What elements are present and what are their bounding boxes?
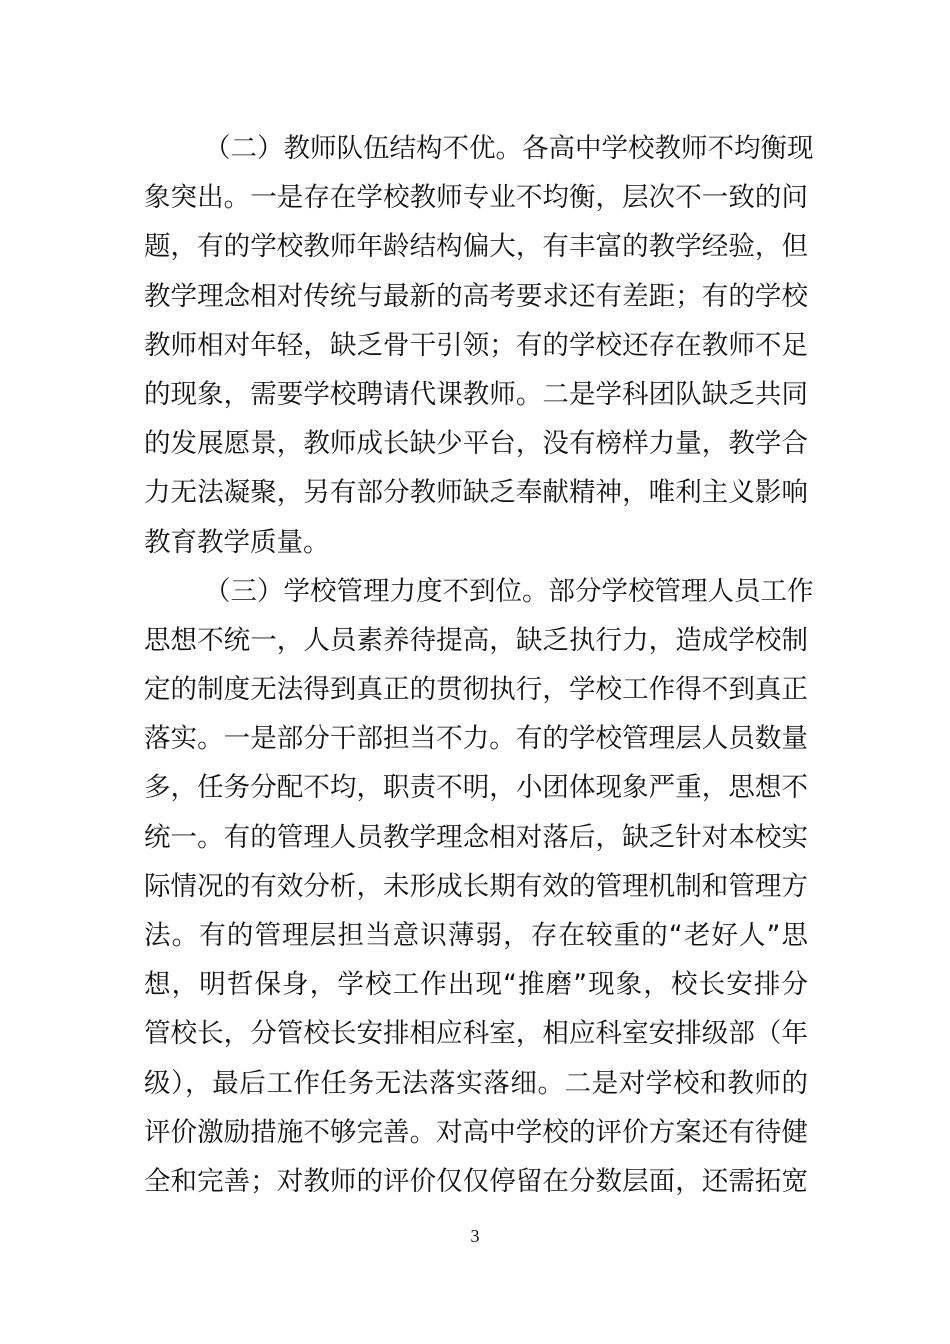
paragraph-line: 题，有的学校教师年龄结构偏大，有丰富的教学经验，但 [144, 231, 808, 263]
paragraph-line: 教师相对年轻，缺乏骨干引领；有的学校还存在教师不足 [144, 329, 808, 361]
paragraph-line: 评价激励措施不够完善。对高中学校的评价方案还有待健 [144, 1116, 808, 1148]
paragraph-line: 教育教学质量。 [144, 526, 330, 558]
body-text [144, 124, 814, 1206]
paragraph-line: 级），最后工作任务无法落实落细。二是对学校和教师的 [144, 1067, 808, 1099]
paragraph-line: 全和完善；对教师的评价仅仅停留在分数层面，还需拓宽 [144, 1165, 808, 1197]
paragraph-line: 法。有的管理层担当意识薄弱，存在较重的“老好人”思 [144, 920, 808, 951]
paragraph-line: 象突出。一是存在学校教师专业不均衡，层次不一致的问 [144, 182, 808, 214]
paragraph-line: 际情况的有效分析，未形成长期有效的管理机制和管理方 [144, 870, 808, 902]
page-number: 3 [470, 1226, 480, 1246]
paragraph-line: 想，明哲保身，学校工作出现“推磨”现象，校长安排分 [144, 969, 808, 1001]
paragraph-line: 多，任务分配不均，职责不明，小团体现象严重，思想不 [144, 772, 808, 804]
paragraph-line: 统一。有的管理人员教学理念相对落后，缺乏针对本校实 [144, 821, 808, 853]
paragraph-line: 落实。一是部分干部担当不力。有的学校管理层人员数量 [144, 723, 808, 755]
paragraph-line: 的发展愿景，教师成长缺少平台，没有榜样力量，教学合 [144, 428, 808, 460]
paragraph-line: （三）学校管理力度不到位。部分学校管理人员工作 [204, 575, 814, 607]
paragraph-line: 管校长，分管校长安排相应科室，相应科室安排级部（年 [144, 1018, 808, 1050]
paragraph-line: 教学理念相对传统与最新的高考要求还有差距；有的学校 [144, 280, 808, 312]
paragraph-line: 思想不统一，人员素养待提高，缺乏执行力，造成学校制 [144, 624, 808, 656]
paragraph-line: 定的制度无法得到真正的贯彻执行，学校工作得不到真正 [144, 674, 808, 706]
paragraph-line: 力无法凝聚，另有部分教师缺乏奉献精神，唯利主义影响 [144, 477, 808, 509]
paragraph-line: 的现象，需要学校聘请代课教师。二是学科团队缺乏共同 [144, 378, 808, 410]
paragraph-line: （二）教师队伍结构不优。各高中学校教师不均衡现 [204, 133, 814, 164]
